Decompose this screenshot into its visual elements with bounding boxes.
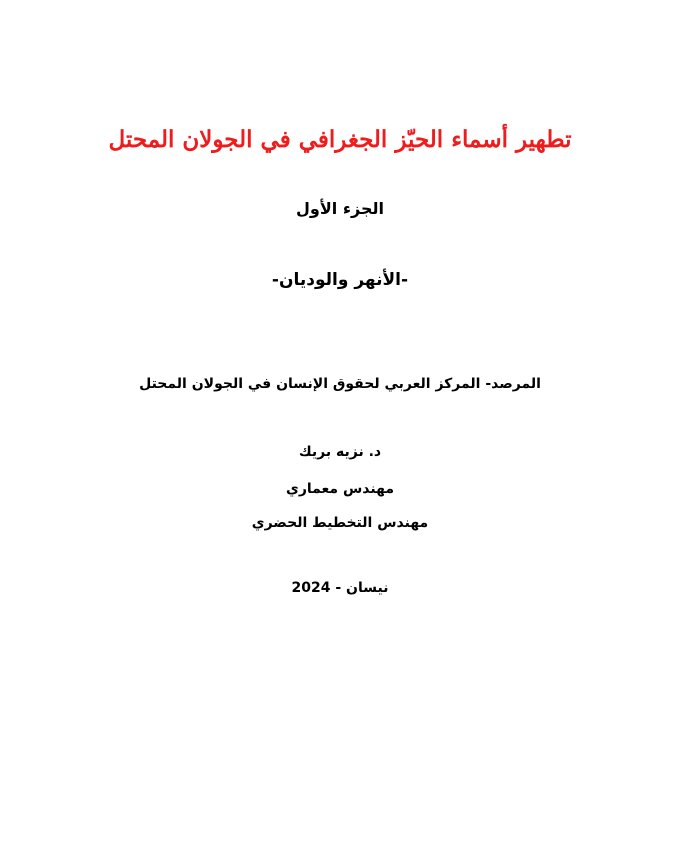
author-role-urban-planner: مهندس التخطيط الحضري — [251, 515, 429, 531]
document-title: تطهير أسماء الحيّز الجغرافي في الجولان المحتل — [108, 126, 572, 153]
author-name: د. نزيه بريك — [298, 444, 382, 460]
publisher-name: المرصد- المركز العربي لحقوق الإنسان في الجولان المحتل — [139, 376, 541, 392]
document-subtitle: -الأنهر والوديان- — [271, 270, 409, 290]
publication-date: نيسان - 2024 — [291, 580, 389, 596]
author-role-architect: مهندس معماري — [285, 481, 394, 497]
part-label: الجزء الأول — [296, 199, 384, 218]
